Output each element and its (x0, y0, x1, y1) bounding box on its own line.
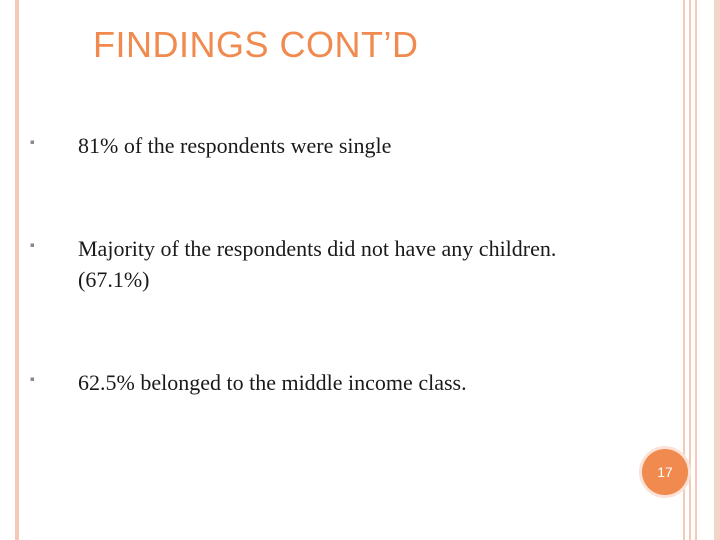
right-border-rule (695, 0, 697, 540)
bullet-icon: ▪ (30, 241, 35, 249)
slide-title: FINDINGS CONT’D (93, 24, 419, 65)
list-item (30, 130, 630, 161)
left-border-rule (15, 0, 19, 540)
bullet-text: Majority of the respondents did not have any children. (67.1%) (78, 236, 557, 292)
right-border-rule (714, 0, 720, 540)
list-item (30, 367, 630, 398)
list-item (30, 233, 630, 295)
bullet-icon: ▪ (30, 375, 35, 383)
bullet-icon: ▪ (30, 138, 35, 146)
bullet-text: 81% of the respondents were single (78, 133, 392, 158)
bullet-text: 62.5% belonged to the middle income class. (78, 370, 467, 395)
right-border-rule (689, 0, 691, 540)
page-number-badge: 17 (642, 449, 688, 495)
